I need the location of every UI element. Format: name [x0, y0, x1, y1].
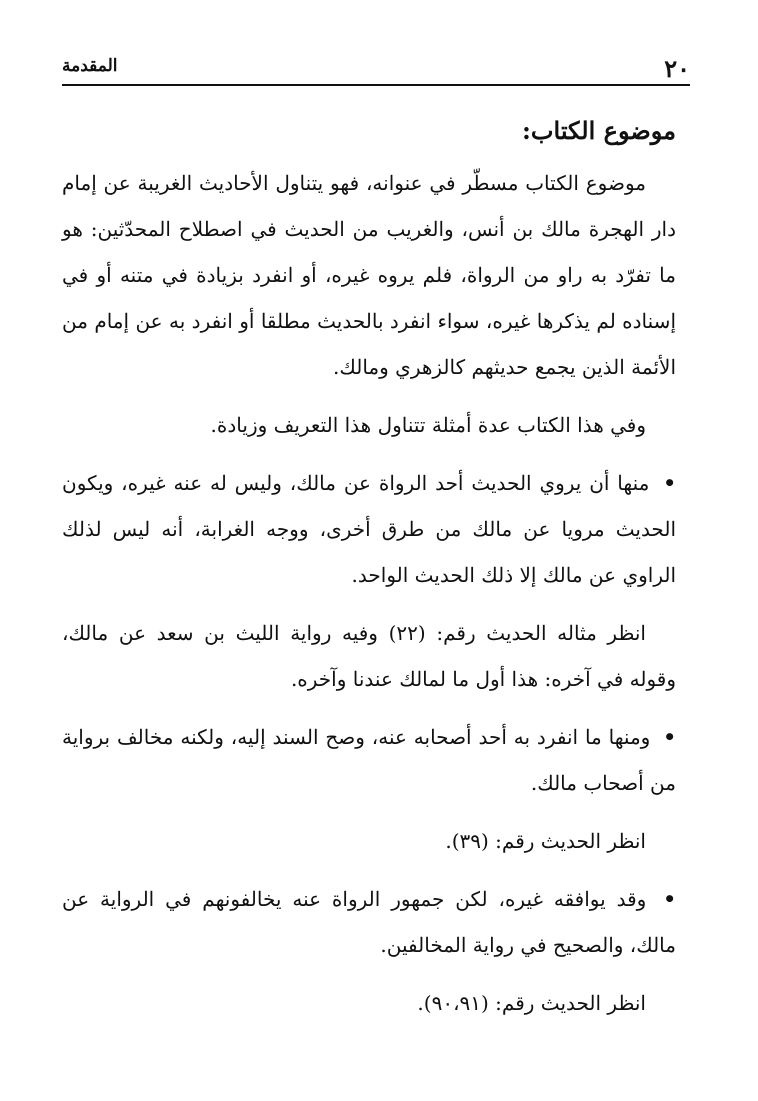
- paragraph-intro-examples: وفي هذا الكتاب عدة أمثلة تتناول هذا التعريف وزيادة.: [210, 413, 646, 437]
- page-content: [62, 108, 676, 1038]
- paragraph-example-2-text: ومنها ما انفرد به أحد أصحابه عنه، وصح السند إليه، ولكنه مخالف برواية من أصحاب مالك.: [62, 725, 676, 795]
- paragraph-example-1-text: منها أن يروي الحديث أحد الرواة عن مالك، وليس له عنه غيره، ويكون الحديث مرويا عن مالك من طرق أخرى، ووجه الغرابة، أنه ليس لذلك الراوي عن مالك إلا ذلك الحديث الواحد.: [62, 471, 676, 587]
- bullet-marker: •: [663, 471, 677, 495]
- paragraph-reference-2: انظر الحديث رقم: (٣٩).: [445, 829, 646, 853]
- paragraph-example-2: [62, 714, 676, 806]
- paragraph-reference-1: انظر مثاله الحديث رقم: (٢٢) وفيه رواية الليث بن سعد عن مالك، وقوله في آخره: هذا أول ما لمالك عندنا وآخره.: [62, 621, 676, 691]
- paragraph-example-3-text: وقد يوافقه غيره، لكن جمهور الرواة عنه يخالفونهم في الرواية عن مالك، والصحيح في رواية المخالفين.: [62, 887, 676, 957]
- bullet-marker: •: [663, 725, 677, 749]
- section-title: موضوع الكتاب:: [522, 116, 676, 145]
- paragraph-example-1: [62, 460, 676, 598]
- page-number: ٢٠: [664, 54, 690, 83]
- bullet-marker: •: [663, 887, 677, 911]
- running-head: المقدمة: [62, 56, 118, 76]
- paragraph-reference-3: انظر الحديث رقم: (٩٠،٩١).: [417, 991, 646, 1015]
- page-header: [62, 48, 690, 86]
- paragraph-example-3: [62, 876, 676, 968]
- paragraph-definition: موضوع الكتاب مسطّر في عنوانه، فهو يتناول الأحاديث الغريبة عن إمام دار الهجرة مالك بن أنس، والغريب من الحديث في اصطلاح المحدّثين: هو ما تفرّد به راو من الرواة، فلم يروه غيره، أو انفرد بزيادة في متنه أو في إسناده لم يذكرها غيره، سواء انفرد بالحديث مطلقا أو انفرد به عن إمام من الأئمة الذين يجمع حديثهم كالزهري ومالك.: [62, 171, 676, 379]
